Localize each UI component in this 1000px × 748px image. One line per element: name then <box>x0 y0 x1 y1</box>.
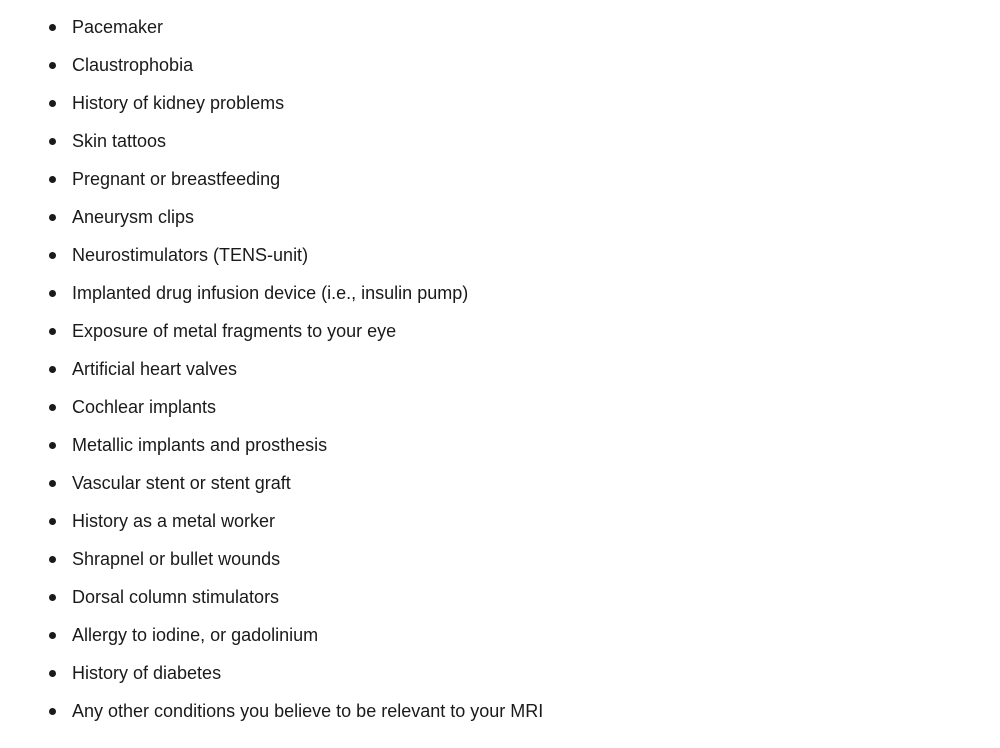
list-item <box>0 578 1000 616</box>
bullet-icon <box>49 594 56 601</box>
list-item <box>0 160 1000 198</box>
list-item-text: Cochlear implants <box>72 397 217 417</box>
list-item-text: Implanted drug infusion device (i.e., insulin pump) <box>72 283 469 303</box>
list-item-text: Artificial heart valves <box>72 359 238 379</box>
list-item <box>0 388 1000 426</box>
bullet-icon <box>49 404 56 411</box>
bullet-icon <box>49 632 56 639</box>
list-item <box>0 46 1000 84</box>
bullet-icon <box>49 252 56 259</box>
list-item-text: Exposure of metal fragments to your eye <box>72 321 397 341</box>
bullet-icon <box>49 24 56 31</box>
list-item-text: Any other conditions you believe to be relevant to your MRI <box>72 701 544 721</box>
list-item <box>0 502 1000 540</box>
list-item-text: Vascular stent or stent graft <box>72 473 291 493</box>
list-item-text: Aneurysm clips <box>72 207 195 227</box>
list-item-text: Metallic implants and prosthesis <box>72 435 328 455</box>
bullet-icon <box>49 518 56 525</box>
list-item-text: Pacemaker <box>72 17 164 37</box>
bullet-icon <box>49 480 56 487</box>
list-item-text: Shrapnel or bullet wounds <box>72 549 281 569</box>
list-item <box>0 236 1000 274</box>
list-item-text: History as a metal worker <box>72 511 276 531</box>
list-item <box>0 312 1000 350</box>
bullet-icon <box>49 290 56 297</box>
list-item-text: Claustrophobia <box>72 55 194 75</box>
list-item-text: Pregnant or breastfeeding <box>72 169 281 189</box>
list-item <box>0 84 1000 122</box>
bullet-icon <box>49 366 56 373</box>
list-item <box>0 540 1000 578</box>
list-item-text: Dorsal column stimulators <box>72 587 280 607</box>
list-item-text: Allergy to iodine, or gadolinium <box>72 625 319 645</box>
bullet-icon <box>49 556 56 563</box>
list-item <box>0 198 1000 236</box>
list-item <box>0 8 1000 46</box>
bullet-icon <box>49 62 56 69</box>
bullet-icon <box>49 442 56 449</box>
list-item <box>0 274 1000 312</box>
bullet-icon <box>49 214 56 221</box>
list-item-text: History of diabetes <box>72 663 222 683</box>
list-item <box>0 464 1000 502</box>
list-item <box>0 122 1000 160</box>
list-item <box>0 654 1000 692</box>
list-item-text: History of kidney problems <box>72 93 285 113</box>
list-item <box>0 692 1000 730</box>
list-item <box>0 426 1000 464</box>
list-item-text: Neurostimulators (TENS-unit) <box>72 245 309 265</box>
bullet-icon <box>49 176 56 183</box>
list-item <box>0 616 1000 654</box>
bullet-icon <box>49 100 56 107</box>
bullet-icon <box>49 138 56 145</box>
list-item-text: Skin tattoos <box>72 131 167 151</box>
list-item <box>0 350 1000 388</box>
conditions-list <box>0 8 1000 730</box>
bullet-icon <box>49 670 56 677</box>
bullet-icon <box>49 708 56 715</box>
bullet-icon <box>49 328 56 335</box>
